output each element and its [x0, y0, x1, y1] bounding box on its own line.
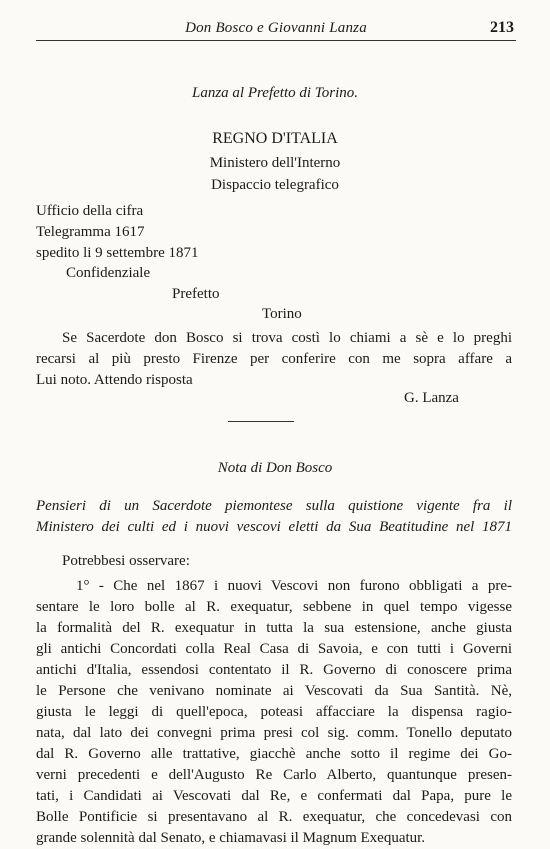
- kingdom-heading: REGNO D'ITALIA: [212, 130, 338, 147]
- addressee-line: Prefetto: [172, 286, 220, 302]
- paragraph-line: Bolle Pontificie si presentavano al R. exequatur, che concedevasi con: [36, 809, 512, 825]
- paragraph-line: tati, i Candidati ai Vescovati dal Re, e confermati dal Papa, pure le: [36, 788, 512, 804]
- telegram-body-line: recarsi al più presto Firenze per conferire con me sopra affare a: [36, 351, 512, 367]
- section-divider: [228, 421, 294, 422]
- paragraph-line: la formalità del R. exequatur in tutta la sua estensione, anche giusta: [36, 620, 512, 636]
- paragraph-line: le Persone che venivano nominate ai Vescovati da Sua Santità. Nè,: [36, 683, 512, 699]
- note-title: [36, 496, 512, 538]
- city-line: Torino: [262, 306, 302, 322]
- paragraph-line: 1° - Che nel 1867 i nuovi Vescovi non furono obbligati a pre-: [76, 578, 512, 594]
- paragraph-line: antichi d'Italia, essendosi contentato il R. Governo di conoscere prima: [36, 662, 512, 678]
- telegram-body-line: Se Sacerdote don Bosco si trova costì lo chiami a sè e lo preghi: [62, 330, 512, 346]
- running-header: [36, 18, 516, 41]
- paragraph-line: grande solennità dal Senato, e chiamavasi il Magnum Exequatur.: [36, 830, 426, 846]
- dispatch-line: Dispaccio telegrafico: [211, 177, 339, 193]
- note-heading: Nota di Don Bosco: [217, 460, 333, 476]
- note-paragraph: [36, 576, 512, 849]
- paragraph-line: gli antichi Concordati colla Real Casa di Savoia, e con tutti i Governi: [36, 641, 512, 657]
- paragraph-line: giusta le leggi di quell'epoca, poteasi affacciare la dispensa ragio-: [36, 704, 512, 720]
- letter-heading: Lanza al Prefetto di Torino.: [192, 85, 358, 101]
- note-title-line: Pensieri di un Sacerdote piemontese sulla quistione vigente fra il: [36, 498, 512, 514]
- paragraph-line: verni precedenti e dell'Augusto Re Carlo Alberto, quantunque presen-: [36, 767, 512, 783]
- signature: G. Lanza: [404, 390, 459, 406]
- paragraph-line: dal R. Governo alle trattative, giacchè anche sotto il regime dei Go-: [36, 746, 512, 762]
- note-intro: Potrebbesi osservare:: [62, 553, 190, 569]
- paragraph-line: nata, dal lato dei convegni prima presi col sig. comm. Tonello deputato: [36, 725, 512, 741]
- paragraph-line: sentare le loro bolle al R. exequatur, sebbene in quel tempo vigesse: [36, 599, 512, 615]
- telegram-body-line: Lui noto. Attendo risposta: [36, 372, 193, 388]
- telegram-body: [36, 328, 512, 391]
- page-number: 213: [490, 19, 514, 36]
- telegram-line: Telegramma 1617: [36, 224, 145, 240]
- office-line: Ufficio della cifra: [36, 203, 144, 219]
- note-title-line: Ministero dei culti ed i nuovi vescovi eletti da Sua Beatitudine nel 1871: [36, 519, 512, 535]
- confidential-line: Confidenziale: [66, 265, 151, 281]
- sent-date-line: spedito li 9 settembre 1871: [36, 245, 199, 261]
- running-title: Don Bosco e Giovanni Lanza: [185, 20, 367, 36]
- ministry-line: Ministero dell'Interno: [209, 155, 341, 171]
